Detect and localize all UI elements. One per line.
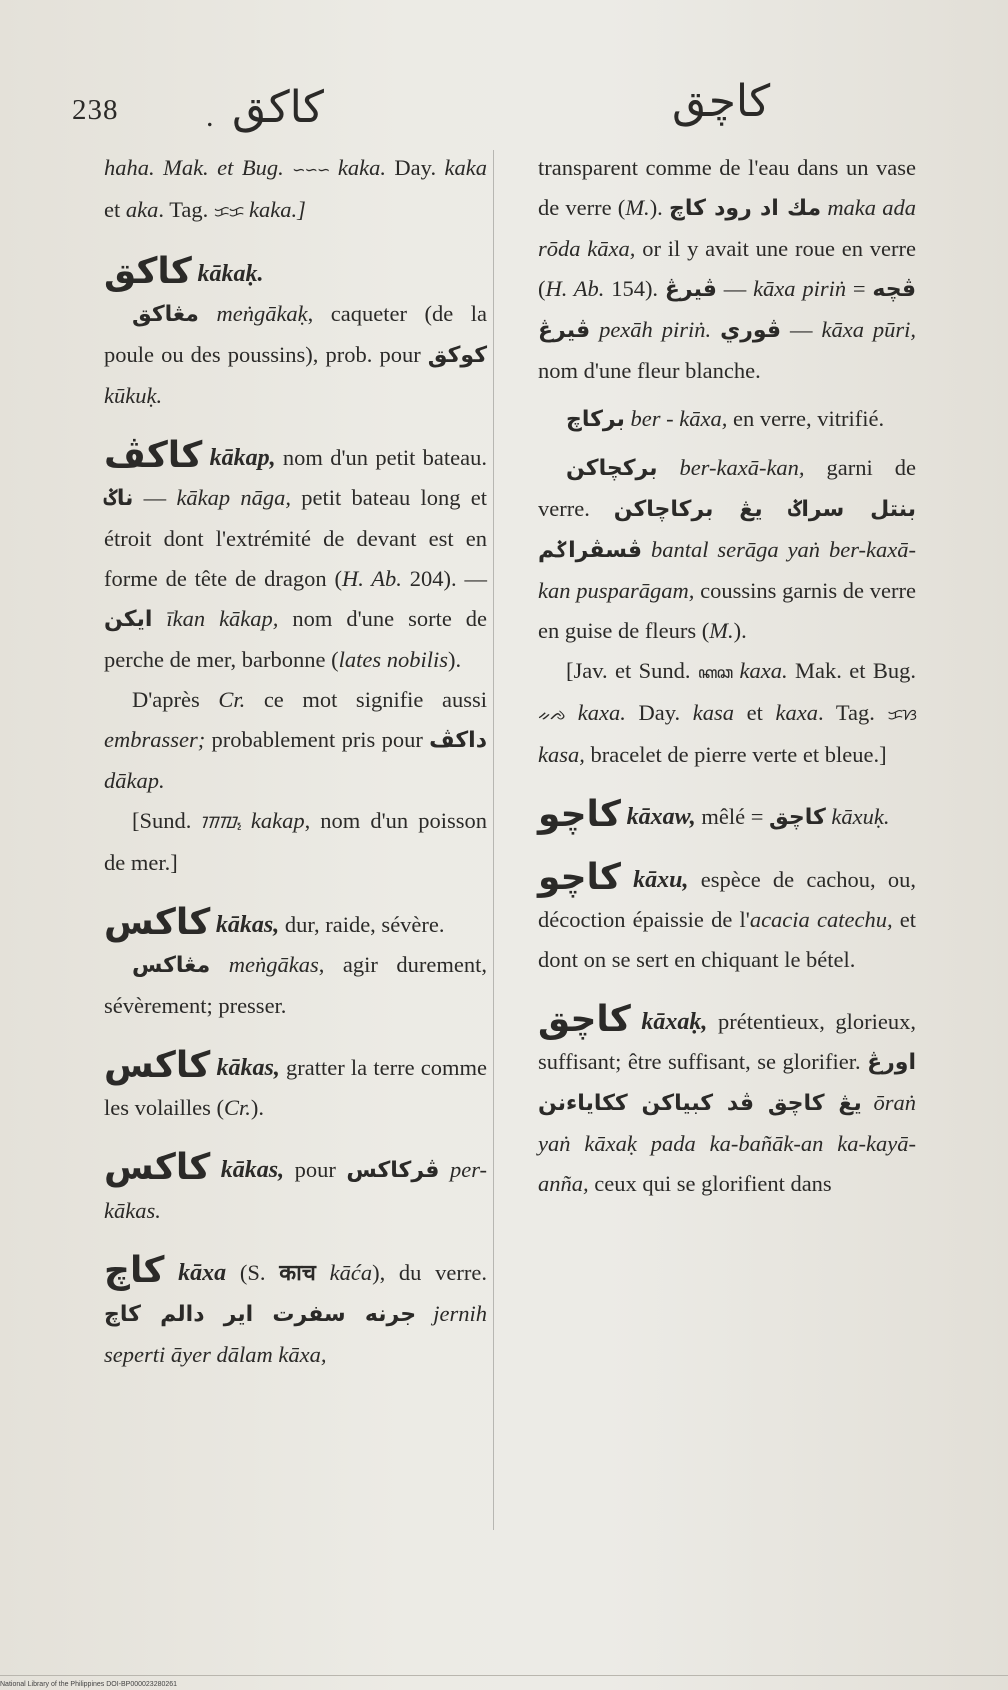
bracket-note: [Sund. ᮊᮊᮕ᮪ kakap, nom d'un poisson de mer.]: [104, 808, 487, 875]
header-separator: .: [206, 100, 214, 133]
entry-kaxak: كاچق kāxaḳ, prétentieux, glorieux, suffisant; être suffisant, se glorifier. اورڠ يڠ كاچق ڤد كبياكن ككاياءنن ōraṅ yaṅ kāxaḳ pada ka-bañāk-an ka-kayā-anña, ceux qui se glorifient dans: [538, 999, 917, 1196]
subentry: بركاچ ber - kāxa, en verre, vitrifié.: [566, 406, 885, 432]
headword-arabic: كاكس: [104, 1147, 211, 1188]
headword: kākas,: [216, 1055, 280, 1081]
left-column: [104, 148, 487, 1375]
headword-arabic: كاچ: [104, 1250, 165, 1291]
entry-kakas-3: كاكس kākas, pour ڤركاكس per-kākas.: [104, 1147, 488, 1223]
footer-credit: National Library of the Philippines DOI-BP000023280261: [0, 1681, 178, 1688]
column-divider: [493, 150, 494, 1530]
headword-arabic: كاچو: [538, 794, 621, 835]
paragraph: D'après Cr. ce mot signifie aussi embrasser; probablement pris pour داكڤ dākap.: [104, 687, 487, 793]
bracket-note: [Jav. et Sund. ꦏꦕ kaxa. Mak. et Bug. ᨀᨌ kaxa. Day. kasa et kaxa. Tag. ᜃᜐ kasa, bracelet de pierre verte et bleue.]: [538, 658, 916, 767]
headword: kākaḳ.: [197, 261, 264, 287]
headword-arabic: كاچو: [538, 857, 621, 898]
entry-kakap: كاكڤ kākap, nom d'un petit bateau. ناݢ — kākap nāga, petit bateau long et étroit dont l'extrémité de devant est en forme de tête de dragon (H. Ab. 204). — ايكن īkan kākap, nom d'une sorte de perche de mer, barbonne (lates nobilis).: [104, 435, 488, 672]
continued-note: haha. Mak. et Bug. ∽∽∽ kaka. Day. kaka et aka. Tag. ᜃᜃ kaka.]: [104, 155, 488, 222]
subentry: بركچاكن ber-kaxā-kan, garni de verre. بنتل سراݢ يڠ بركاچاكن ڤسڤراݢم bantal serāga yaṅ ber-kaxā-kan puspa​rāgam, coussins garnis de verre en guise de fleurs (M.).: [538, 455, 916, 643]
header-right-word: كاچق: [672, 76, 771, 127]
headword: kāxu,: [633, 867, 689, 893]
right-column: [538, 148, 916, 1204]
continued-entry: transparent comme de l'eau dans un vase de verre (M.). مك اد رود كاچ maka ada rōda kāxa, or il y avait une roue en verre (H. Ab. 154). ڤيرڠ — kāxa piriṅ = ڤچه ڤيرڠ pexāh piriṅ. ڤوري — kāxa pūri, nom d'une fleur blanche.: [538, 155, 917, 383]
headword: kāxa: [178, 1260, 227, 1286]
page-number: 238: [72, 94, 119, 126]
headword-arabic: كاكس: [104, 1045, 211, 1086]
entry-kakas-1: كاكس kākas, dur, raide, sévère.: [104, 902, 445, 943]
entry-kakas-2: كاكس kākas, gratter la terre comme les volailles (Cr.).: [104, 1045, 487, 1120]
header-left-word: كاكق: [232, 82, 324, 133]
entry-kaxa: كاچ kāxa (S. काच kāća), du verre. جرنه سفرت اير دالم كاچ jernih seperti āyer dālam kāxa,: [104, 1250, 488, 1367]
headword-arabic: كاكڤ: [104, 435, 203, 476]
headword: kāxaw,: [626, 804, 696, 830]
subentry: مڠاكس meṅgākas, agir durement, sévèrement; presser.: [104, 952, 488, 1018]
page-header: [0, 76, 1008, 150]
entry-kaxaw: كاچو kāxaw, mêlé = كاچق kāxuḳ.: [538, 794, 890, 835]
headword-arabic: كاكس: [104, 902, 211, 943]
headword: kāxaḳ,: [641, 1009, 708, 1035]
subentry: مڠاكق meṅgākaḳ, caqueter (de la poule ou des poussins), prob. pour كوكق kūkuḳ.: [104, 301, 487, 408]
headword-arabic: كاكق: [104, 251, 192, 292]
entry-kakak: [104, 252, 487, 294]
entry-kaxu: كاچو kāxu, espèce de cachou, ou, décoction épaissie de l'acacia catechu, et dont on se sert en chiquant le bétel.: [538, 857, 917, 972]
headword: kākas,: [215, 912, 280, 938]
headword: kākas,: [220, 1157, 285, 1183]
footer-rule: [0, 1675, 1008, 1676]
headword-arabic: كاچق: [538, 999, 631, 1040]
headword: kākap,: [209, 445, 276, 471]
